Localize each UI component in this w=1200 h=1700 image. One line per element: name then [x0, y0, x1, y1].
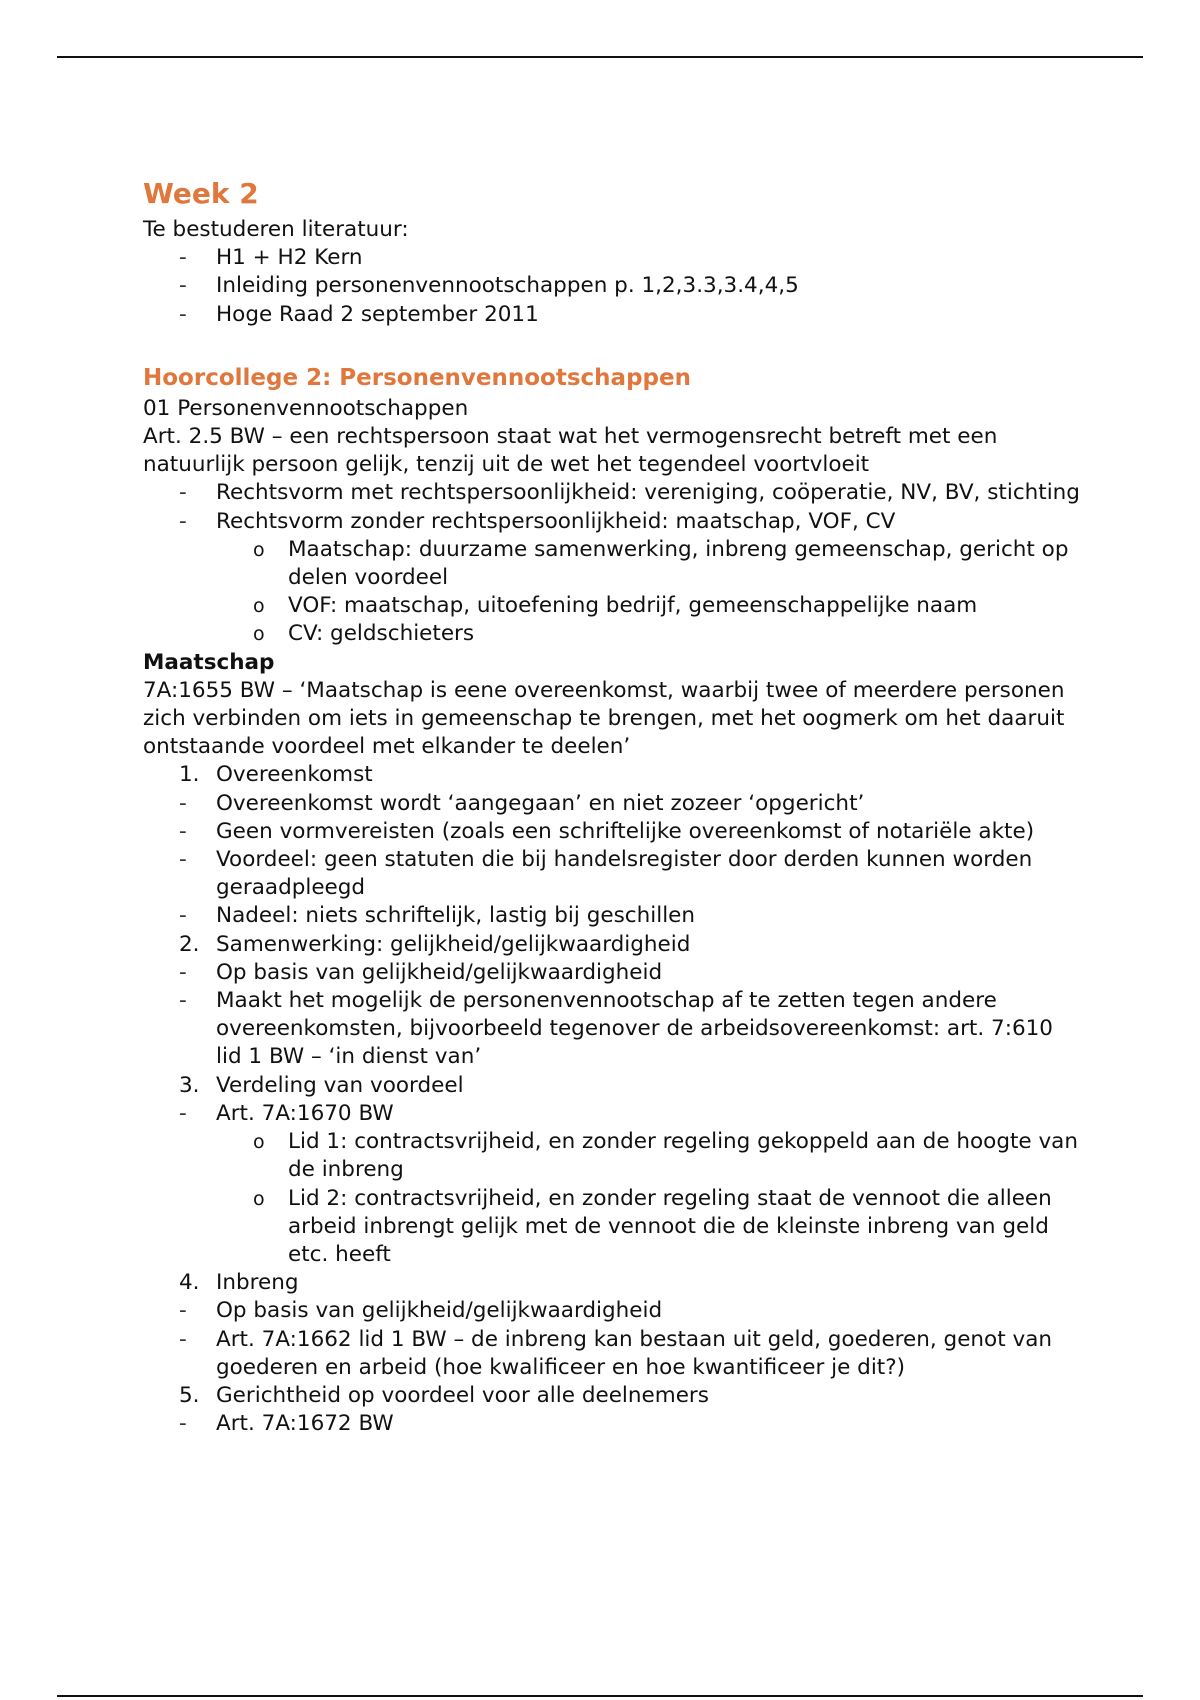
point-item — [143, 790, 1083, 818]
point-item — [143, 1410, 1083, 1438]
dash-marker: - — [179, 988, 187, 1014]
maatschap-definition: 7A:1655 BW – ‘Maatschap is eene overeenkomst, waarbij twee of meerdere personen zich verbinden om iets in gemeenschap te brengen, met het oogmerk om het daaruit ontstaande voordeel met elkander te deelen’ — [143, 677, 1065, 760]
numbered-point-title: Samenwerking: gelijkheid/gelijkwaardigheid — [216, 931, 691, 957]
point-item — [143, 1297, 1083, 1325]
point-item-text: Nadeel: niets schriftelijk, lastig bij geschillen — [216, 903, 696, 929]
lecture-intro: Art. 2.5 BW – een rechtspersoon staat wat het vermogensrecht betreft met een natuurlijk persoon gelijk, tenzij uit de wet het tegendeel voortvloeit — [143, 424, 998, 478]
dash-marker: - — [179, 1326, 187, 1352]
point-item — [143, 1100, 1083, 1128]
dash-marker: - — [179, 245, 187, 271]
dash-marker: - — [179, 1100, 187, 1126]
number-marker: 3. — [179, 1072, 200, 1098]
point-item — [143, 818, 1083, 846]
literature-item-text: Inleiding personenvennootschappen p. 1,2,3.3,3.4,4,5 — [216, 273, 799, 299]
dash-marker: - — [179, 273, 187, 299]
literature-item — [143, 244, 1083, 272]
numbered-point — [143, 1382, 1083, 1410]
lecture-bullet — [143, 479, 1083, 507]
dash-marker: - — [179, 1411, 187, 1437]
document-body — [143, 176, 1083, 1438]
maatschap-heading: Maatschap — [143, 649, 275, 675]
literature-item — [143, 272, 1083, 300]
lecture-sub-bullet-text: Maatschap: duurzame samenwerking, inbreng gemeenschap, gericht op delen voordeel — [288, 536, 1069, 591]
dash-marker: - — [179, 847, 187, 873]
numbered-point — [143, 931, 1083, 959]
lecture-sub-bullet — [143, 536, 1083, 592]
numbered-point-title: Overeenkomst — [216, 762, 373, 788]
point-item-text: Op basis van gelijkheid/gelijkwaardigheid — [216, 959, 663, 985]
numbered-point — [143, 1269, 1083, 1297]
point-item-text: Voordeel: geen statuten die bij handelsregister door derden kunnen worden geraadpleegd — [216, 847, 1033, 901]
point-sub-item-text: Lid 2: contractsvrijheid, en zonder regeling staat de vennoot die alleen arbeid inbrengt gelijk met de vennoot die de kleinste inbreng van geld etc. heeft — [288, 1185, 1052, 1267]
circle-marker: o — [253, 1187, 265, 1210]
number-marker: 1. — [179, 762, 200, 788]
point-sub-item-text: Lid 1: contractsvrijheid, en zonder regeling gekoppeld aan de hoogte van de inbreng — [288, 1129, 1078, 1183]
literature-item — [143, 301, 1083, 329]
point-item-text: Op basis van gelijkheid/gelijkwaardigheid — [216, 1298, 663, 1324]
point-item — [143, 1326, 1083, 1382]
dash-marker: - — [179, 301, 187, 327]
numbered-point-title: Gerichtheid op voordeel voor alle deelnemers — [216, 1382, 709, 1408]
lecture-bullet-text: Rechtsvorm met rechtspersoonlijkheid: vereniging, coöperatie, NV, BV, stichting — [216, 480, 1080, 506]
numbered-point — [143, 761, 1083, 789]
circle-marker: o — [253, 1131, 265, 1154]
point-sub-item — [143, 1185, 1083, 1270]
page-title: Week 2 — [143, 177, 259, 210]
point-item — [143, 902, 1083, 930]
lecture-bullet-text: Rechtsvorm zonder rechtspersoonlijkheid: maatschap, VOF, CV — [216, 508, 896, 534]
point-item — [143, 987, 1083, 1072]
point-item-text: Geen vormvereisten (zoals een schriftelijke overeenkomst of notariële akte) — [216, 818, 1035, 844]
point-item — [143, 846, 1083, 902]
lecture-sub-bullet — [143, 592, 1083, 620]
lecture-subtitle: 01 Personenvennootschappen — [143, 395, 469, 421]
circle-marker: o — [253, 623, 265, 646]
lecture-sub-bullet-text: CV: geldschieters — [288, 621, 475, 647]
dash-marker: - — [179, 508, 187, 534]
dash-marker: - — [179, 480, 187, 506]
lecture-bullet — [143, 508, 1083, 536]
point-item-text: Maakt het mogelijk de personenvennootschap af te zetten tegen andere overeenkomsten, bijvoorbeeld tegenover de arbeidsovereenkomst: art. 7:610 lid 1 BW – ‘in dienst van’ — [216, 988, 1053, 1070]
lecture-heading: Hoorcollege 2: Personenvennootschappen — [143, 364, 691, 391]
point-item-text: Overeenkomst wordt ‘aangegaan’ en niet zozeer ‘opgericht’ — [216, 790, 865, 816]
numbered-point-title: Verdeling van voordeel — [216, 1072, 464, 1098]
lecture-sub-bullet-text: VOF: maatschap, uitoefening bedrijf, gemeenschappelijke naam — [288, 593, 978, 619]
dash-marker: - — [179, 818, 187, 844]
point-item — [143, 959, 1083, 987]
footer-rule — [57, 1695, 1143, 1697]
number-marker: 2. — [179, 931, 200, 957]
literature-item-text: Hoge Raad 2 september 2011 — [216, 301, 539, 327]
circle-marker: o — [253, 538, 265, 561]
dash-marker: - — [179, 903, 187, 929]
lecture-sub-bullet — [143, 620, 1083, 648]
point-item-text: Art. 7A:1662 lid 1 BW – de inbreng kan bestaan uit geld, goederen, genot van goederen en arbeid (hoe kwalificeer en hoe kwantificeer je dit?) — [216, 1326, 1053, 1380]
point-item-text: Art. 7A:1670 BW — [216, 1100, 394, 1126]
dash-marker: - — [179, 959, 187, 985]
number-marker: 4. — [179, 1270, 200, 1296]
dash-marker: - — [179, 1298, 187, 1324]
point-sub-item — [143, 1128, 1083, 1184]
number-marker: 5. — [179, 1382, 200, 1408]
literature-item-text: H1 + H2 Kern — [216, 245, 363, 271]
point-item-text: Art. 7A:1672 BW — [216, 1411, 394, 1437]
literature-heading: Te bestuderen literatuur: — [143, 217, 409, 242]
numbered-point-title: Inbreng — [216, 1270, 299, 1296]
header-rule — [57, 56, 1143, 58]
circle-marker: o — [253, 595, 265, 618]
numbered-point — [143, 1072, 1083, 1100]
dash-marker: - — [179, 790, 187, 816]
